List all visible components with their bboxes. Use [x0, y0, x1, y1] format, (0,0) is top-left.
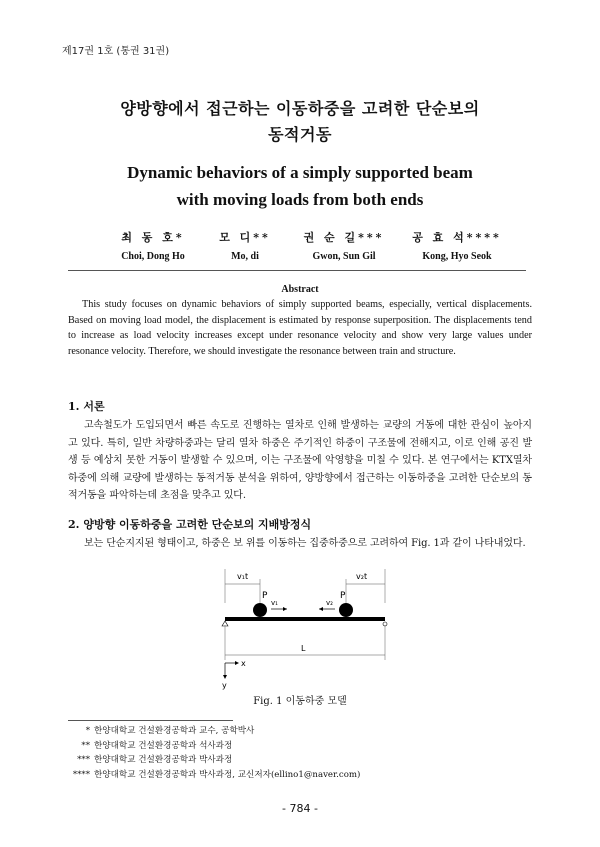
page-number: - 784 - [282, 802, 318, 815]
title-english-line2: with moving loads from both ends [176, 190, 424, 209]
right-distance-label: v₂t [356, 572, 368, 581]
left-moving-load [253, 603, 267, 617]
author-divider [68, 270, 526, 271]
left-velocity-arrow-head [283, 607, 287, 611]
x-axis-label: x [241, 659, 246, 668]
footnote-4: **** 한양대학교 건설환경공학과 박사과정, 교신저자(ellino1@naver.com) [72, 769, 361, 780]
author-1-english: Choi, Dong Ho [121, 251, 185, 262]
y-axis-label: y [222, 681, 227, 690]
author-2-korean: 모 디** [219, 231, 271, 244]
abstract-heading: Abstract [281, 284, 319, 295]
footnote-1: * 한양대학교 건설환경공학과 교수, 공학박사 [85, 726, 255, 736]
title-english-line1: Dynamic behaviors of a simply supported beam [127, 163, 473, 182]
x-axis-arrow-head [235, 661, 239, 665]
right-velocity-arrow-head [319, 607, 323, 611]
figure-1-moving-load-diagram [215, 565, 395, 690]
author-3-english: Gwon, Sun Gil [312, 251, 376, 262]
left-velocity-label: v₁ [271, 599, 278, 607]
section-2-heading: 2. 양방향 이동하중을 고려한 단순보의 지배방정식 [68, 518, 312, 531]
footnote-divider [68, 720, 233, 721]
left-load-label: P [262, 591, 268, 601]
footnotes [68, 724, 360, 782]
y-axis-arrow-head [223, 675, 227, 679]
author-4-english: Kong, Hyo Seok [422, 251, 492, 262]
author-3 [289, 229, 399, 262]
figure-1-caption: Fig. 1 이동하중 모델 [253, 696, 347, 707]
author-1-korean: 최 동 호* [121, 231, 185, 244]
journal-volume-header: 제17권 1호 (통권 31권) [62, 46, 170, 57]
right-load-label: P [340, 591, 346, 601]
abstract-text: This study focuses on dynamic behaviors of simply supported beams, especially, vertical displacements. Based on moving load model, the displacement is estimated by response superposition. The displacements tend to increase as load velocity increases except under resonance velocity and show very large values under resonance velocity. Therefore, we should investigate the resonance between train and structure. [68, 299, 532, 357]
footnote-2: ** 한양대학교 건설환경공학과 석사과정 [81, 740, 233, 751]
title-korean-line2: 동적거동 [268, 125, 332, 144]
left-distance-label: v₁t [237, 572, 249, 581]
right-moving-load [339, 603, 353, 617]
section-2-body: 보는 단순지지된 형태이고, 하중은 보 위를 이동하는 집중하중으로 고려하여 Fig. 1과 같이 나타내었다. [84, 538, 526, 549]
simply-supported-beam [225, 617, 385, 621]
span-label: L [301, 644, 306, 653]
section-1-body: 고속철도가 도입되면서 빠른 속도로 진행하는 열차로 인해 발생하는 교량의 거동에 대한 관심이 높아지고 있다. 특히, 일반 차량하중과는 달리 열차 하중은 주기적인 하중이 구조물에 전해지고, 이로 인해 공진 발생 등 예상치 못한 거동이 발생할 수 있으며, 이는 구조물에 악영향을 미칠 수 있다. 본 연구에서는 KTX열차하중에 의해 교량에 발생하는 동적거동 분석을 위하여, 양방향에서 접근하는 이동하중을 고려한 단순보의 동적거동을 파악하는데 초점을 맞추고 있다. [68, 420, 532, 501]
title-korean-line1: 양방향에서 접근하는 이동하중을 고려한 단순보의 [120, 99, 480, 118]
footnote-3: *** 한양대학교 건설환경공학과 박사과정 [77, 755, 233, 765]
author-4 [402, 229, 512, 262]
section-1-heading: 1. 서론 [68, 400, 105, 413]
author-3-korean: 권 순 길*** [303, 231, 385, 244]
author-2 [190, 229, 300, 262]
author-2-english: Mo, di [231, 251, 259, 262]
author-4-korean: 공 효 석**** [412, 231, 502, 244]
right-velocity-label: v₂ [326, 599, 333, 607]
